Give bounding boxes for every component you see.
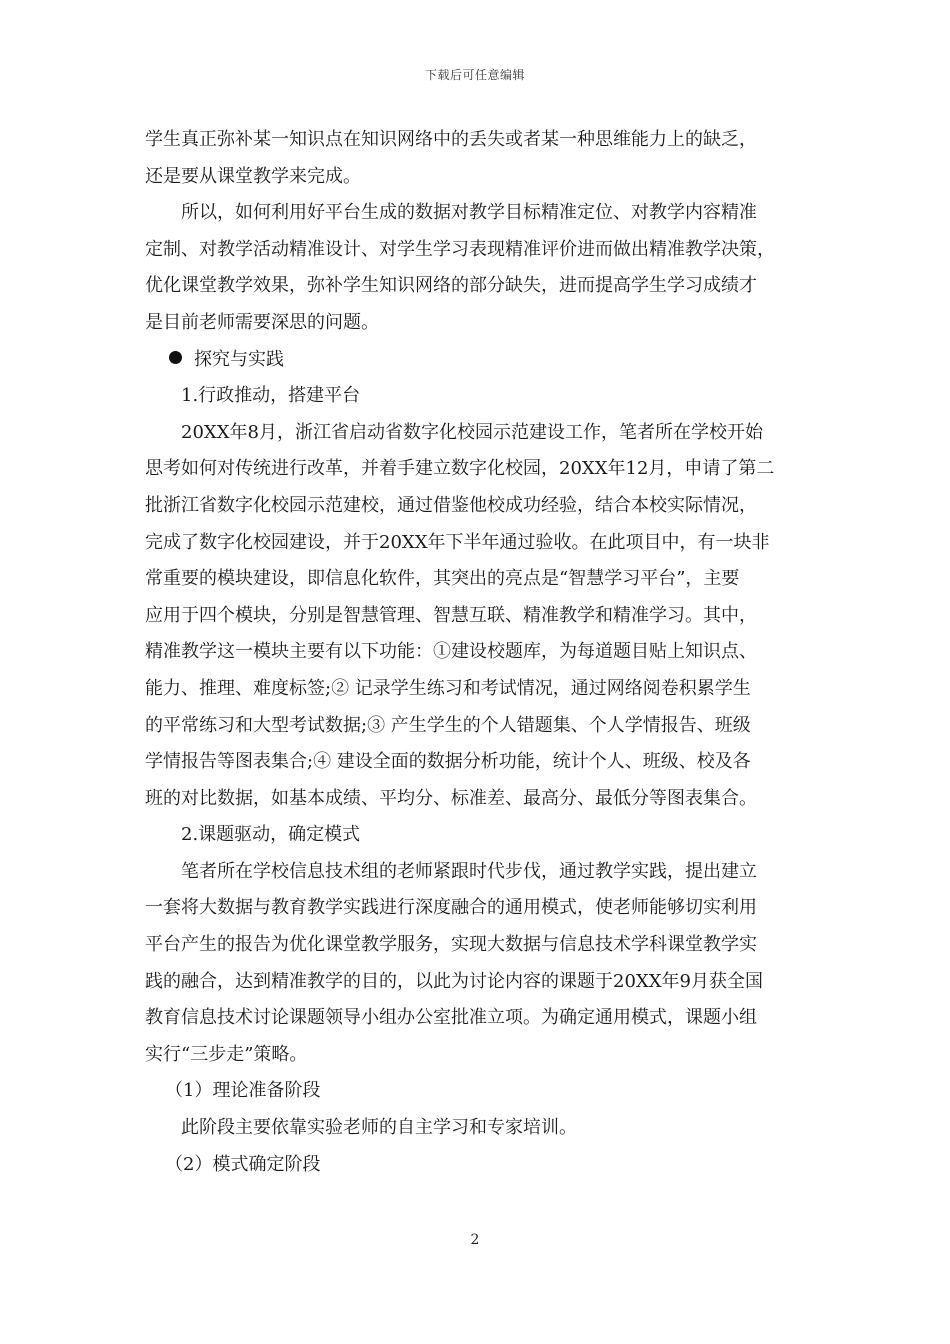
- paragraph-line: 学生真正弥补某一知识点在知识网络中的丢失或者某一种思维能力上的缺乏，: [145, 129, 757, 150]
- paragraph-line: 教育信息技术讨论课题领导小组办公室批准立项。为确定通用模式，课题小组: [145, 1007, 757, 1029]
- paragraph-line: 的平常练习和大型考试数据;③ 产生学生的个人错题集、个人学情报告、班级: [145, 714, 751, 736]
- paragraph-line: 完成了数字化校园建设，并于20XX年下半年通过验收。在此项目中，有一块非: [145, 531, 770, 553]
- paragraph-line: 优化课堂教学效果，弥补学生知识网络的部分缺失，进而提高学生学习成绩才: [145, 275, 757, 297]
- paragraph-line: 常重要的模块建设，即信息化软件，其突出的亮点是“智慧学习平台”，主要: [145, 568, 740, 590]
- section-heading: 探究与实践: [194, 348, 284, 370]
- paragraph-line: 精准教学这一模块主要有以下功能：①建设校题库，为每道题目贴上知识点、: [145, 641, 757, 663]
- paragraph-line: 实行“三步走”策略。: [145, 1043, 308, 1065]
- paragraph-line: 批浙江省数字化校园示范建校，通过借鉴他校成功经验，结合本校实际情况，: [145, 494, 757, 516]
- section-heading-bullet: [145, 342, 808, 379]
- paragraph-line: 应用于四个模块，分别是智慧管理、智慧互联、精准教学和精准学习。其中，: [145, 604, 757, 626]
- bullet-icon: [169, 351, 182, 364]
- paragraph-line: 思考如何对传统进行改革，并着手建立数字化校园，20XX年12月，申请了第二: [145, 458, 775, 480]
- subsection-heading: 1.行政推动，搭建平台: [181, 385, 361, 407]
- paragraph-line: 笔者所在学校信息技术组的老师紧跟时代步伐，通过教学实践，提出建立: [181, 860, 757, 882]
- paragraph-line: 是目前老师需要深思的问题。: [145, 311, 379, 333]
- page-number: 2: [470, 1232, 480, 1248]
- paragraph-line: 平台产生的报告为优化课堂教学服务，实现大数据与信息技术学科课堂教学实: [145, 934, 757, 956]
- paragraph-line: 20XX年8月，浙江省启动省数字化校园示范建设工作，笔者所在学校开始: [181, 421, 763, 443]
- stage-heading: （2）模式确定阶段: [165, 1153, 321, 1175]
- page-header: 下载后可任意编辑: [424, 68, 525, 82]
- subsection-heading: 2.课题驱动，确定模式: [181, 824, 361, 846]
- stage-heading: （1）理论准备阶段: [165, 1080, 321, 1102]
- paragraph-line: 班的对比数据，如基本成绩、平均分、标准差、最高分、最低分等图表集合。: [145, 787, 757, 809]
- paragraph-line: 践的融合，达到精准教学的目的，以此为讨论内容的课题于20XX年9月获全国: [145, 970, 763, 992]
- paragraph-line: 此阶段主要依靠实验老师的自主学习和专家培训。: [181, 1117, 577, 1139]
- paragraph-line: 学情报告等图表集合;④ 建设全面的数据分析功能，统计个人、班级、校及各: [145, 751, 751, 773]
- paragraph-line: 一套将大数据与教育教学实践进行深度融合的通用模式，使老师能够切实利用: [145, 897, 757, 919]
- paragraph-line: 能力、推理、难度标签;② 记录学生练习和考试情况，通过网络阅卷积累学生: [145, 677, 751, 699]
- document-body: [145, 122, 808, 1183]
- paragraph-line: 定制、对教学活动精准设计、对学生学习表现精准评价进而做出精准教学决策，: [145, 238, 775, 260]
- paragraph-line: 还是要从课堂教学来完成。: [145, 165, 361, 187]
- paragraph-line: 所以，如何利用好平台生成的数据对教学目标精准定位、对教学内容精准: [181, 202, 757, 224]
